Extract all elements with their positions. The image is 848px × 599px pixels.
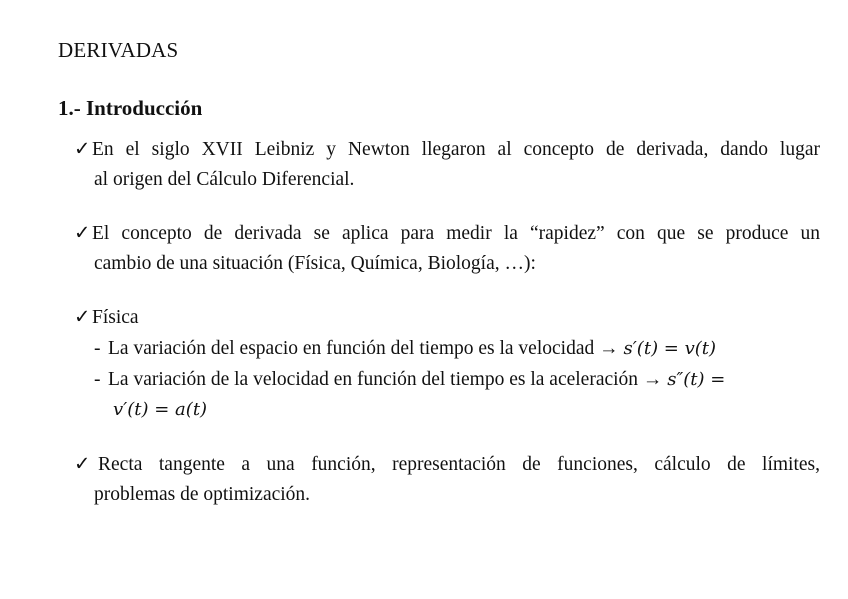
bullet-item: [74, 303, 820, 333]
dash-marker: -: [94, 338, 101, 359]
bullet-item: [74, 135, 820, 195]
fisica-sub-item: [94, 365, 725, 395]
bullet-text: Recta tangente a una función, representación de funciones, cálculo de límites,: [98, 454, 820, 475]
bullet-line: al origen del Cálculo Diferencial.: [94, 169, 355, 190]
fisica-sub-item: [94, 334, 716, 364]
dash-marker: -: [94, 369, 101, 390]
check-icon: ✓: [74, 223, 91, 244]
bullet-line: problemas de optimización.: [94, 484, 311, 505]
document-title: DERIVADAS: [58, 38, 179, 62]
bullet-item: [74, 219, 820, 279]
bullet-line: [74, 303, 820, 333]
check-icon: ✓: [74, 454, 91, 475]
check-icon: ✓: [74, 139, 91, 160]
formula-continuation: [113, 395, 207, 425]
bullet-line: cambio de una situación (Física, Química, Biología, …):: [94, 253, 536, 274]
bullet-item: [74, 450, 820, 510]
bullet-line: [74, 219, 820, 249]
formula: s′(t) = v(t): [623, 338, 717, 359]
sub-item-text: La variación del espacio en función del tiempo es la velocidad →: [108, 338, 619, 359]
bullet-text: El concepto de derivada se aplica para medir la “rapidez” con que se produce un: [92, 223, 820, 244]
formula: v′(t) = a(t): [113, 399, 208, 420]
check-icon: ✓: [74, 307, 91, 328]
sub-item-text: La variación de la velocidad en función del tiempo es la aceleración →: [108, 369, 663, 390]
bullet-text: En el siglo XVII Leibniz y Newton llegaron al concepto de derivada, dando lugar: [92, 139, 820, 160]
section-heading: 1.- Introducción: [58, 96, 203, 120]
bullet-text: Física: [92, 307, 139, 328]
bullet-line: [74, 450, 820, 480]
formula: s″(t) =: [667, 369, 726, 390]
bullet-line: [74, 135, 820, 165]
